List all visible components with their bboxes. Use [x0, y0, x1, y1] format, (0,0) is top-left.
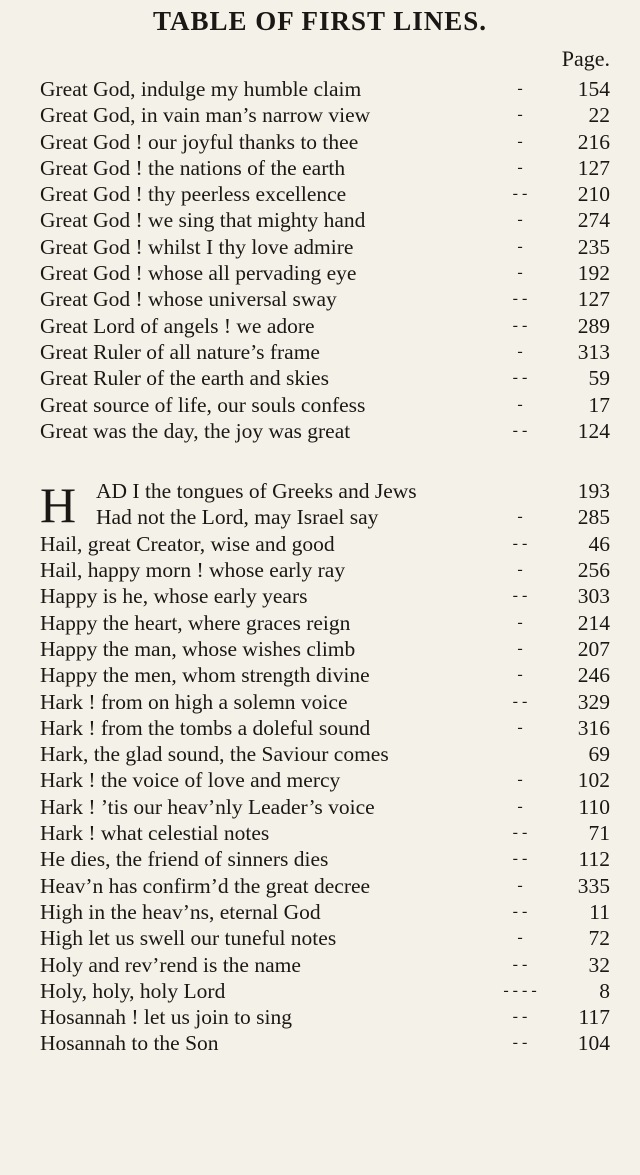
page-number: 316 [577, 715, 610, 740]
first-line-text: Hark ! ’tis our heav’nly Leader’s voice [40, 794, 375, 819]
index-entry [40, 662, 610, 688]
leader-dashes: - [517, 508, 523, 526]
first-line-text: Great God, indulge my humble claim [40, 77, 362, 101]
drop-cap: H [40, 477, 77, 534]
page-number: 17 [588, 392, 610, 417]
index-entry [40, 181, 610, 207]
first-line-text: Great Ruler of the earth and skies [40, 366, 329, 391]
index-entry [40, 1030, 610, 1056]
index-entry [40, 418, 610, 444]
first-line-text: Happy the man, whose wishes climb [40, 636, 356, 661]
leader-dashes: - - [512, 316, 528, 334]
index-entry [40, 794, 610, 820]
index-entry [40, 978, 610, 1004]
leader-dashes: - [517, 797, 523, 815]
page-number: 127 [577, 155, 610, 180]
first-line-text: Great God ! we sing that mighty hand [40, 208, 366, 233]
index-entry [40, 313, 610, 339]
first-line-text: Great God ! thy peerless excellence [40, 182, 347, 207]
page-number: 59 [588, 366, 610, 391]
index-entry [40, 636, 610, 662]
leader-dashes: - - [512, 692, 528, 710]
first-line-text: Heav’n has confirm’d the great decree [40, 873, 371, 898]
index-entry [40, 531, 610, 557]
leader-dashes: - [517, 106, 523, 124]
leader-dashes: - - [512, 534, 528, 552]
index-entry [40, 392, 610, 418]
leader-dashes: - - [512, 850, 528, 868]
page-column-header: Page. [561, 46, 610, 71]
index-entry [40, 365, 610, 391]
page-title: TABLE OF FIRST LINES. [152, 6, 488, 36]
first-line-text: High let us swell our tuneful notes [40, 926, 337, 951]
index-entry [40, 952, 610, 978]
leader-dashes: - [517, 237, 523, 255]
first-line-text: Great God ! whilst I thy love admire [40, 234, 354, 259]
page-number: 124 [577, 418, 610, 443]
first-line-text: Hark ! the voice of love and mercy [40, 768, 341, 793]
leader-dashes: - [517, 929, 523, 947]
index-entry [40, 207, 610, 233]
first-line-text: Hark, the glad sound, the Saviour comes [40, 742, 389, 767]
page-number: 71 [588, 821, 610, 846]
page-number: 104 [577, 1031, 610, 1056]
page-number: 285 [577, 505, 610, 530]
index-entry [40, 76, 610, 102]
page-number: 127 [577, 287, 610, 312]
index-entry [40, 873, 610, 899]
index-entry [40, 286, 610, 312]
page-number: 32 [588, 952, 610, 977]
page-number: 8 [599, 978, 610, 1003]
index-entry [40, 715, 610, 741]
first-line-text: Happy is he, whose early years [40, 584, 308, 609]
first-line-text: Hark ! what celestial notes [40, 821, 270, 846]
page-number: 22 [588, 103, 610, 128]
page-number: 329 [577, 689, 610, 714]
leader-dashes: - [517, 132, 523, 150]
page-number: 313 [577, 339, 610, 364]
first-line-text: High in the heav’ns, eternal God [40, 899, 321, 924]
page-number: 246 [577, 663, 610, 688]
page-number: 154 [577, 77, 610, 101]
index-entry [40, 899, 610, 925]
leader-dashes: - - - - [503, 981, 537, 999]
index-entry [40, 820, 610, 846]
leader-dashes: - [517, 666, 523, 684]
leader-dashes: - [517, 771, 523, 789]
section-g [40, 76, 610, 444]
first-line-text: Hail, great Creator, wise and good [40, 531, 335, 556]
leader-dashes: - - [512, 290, 528, 308]
page-number: 102 [577, 768, 610, 793]
index-entry [40, 557, 610, 583]
first-line-text: Great Lord of angels ! we adore [40, 313, 315, 338]
index-entry [40, 741, 610, 767]
page-number: 192 [577, 261, 610, 286]
first-line-text: Holy, holy, holy Lord [40, 978, 226, 1003]
page-number: 289 [577, 313, 610, 338]
leader-dashes: - [517, 80, 523, 97]
first-line-text: Hosannah ! let us join to sing [40, 1005, 293, 1030]
leader-dashes: - [517, 561, 523, 579]
first-line-text: Had not the Lord, may Israel say [96, 505, 379, 530]
page-number: 72 [588, 926, 610, 951]
first-line-text: Happy the men, whom strength divine [40, 663, 370, 688]
leader-dashes: - - [512, 1034, 528, 1052]
section-h [40, 478, 610, 1057]
leader-dashes: - - [512, 369, 528, 387]
leader-dashes: - - [512, 824, 528, 842]
page-number: 216 [577, 129, 610, 154]
index-entry [40, 767, 610, 793]
index-entry [40, 155, 610, 181]
first-line-text: Holy and rev’rend is the name [40, 952, 301, 977]
first-line-text: Hark ! from on high a solemn voice [40, 689, 348, 714]
index-entry [40, 583, 610, 609]
page-number: 117 [578, 1005, 610, 1030]
leader-dashes: - - [512, 587, 528, 605]
page-number: 256 [577, 558, 610, 583]
index-entry [40, 339, 610, 365]
index-entry [40, 846, 610, 872]
page-number: 112 [578, 847, 610, 872]
page-number: 207 [577, 636, 610, 661]
first-line-text: Great God ! whose all pervading eye [40, 261, 357, 286]
leader-dashes: - - [512, 421, 528, 439]
index-entry [40, 504, 610, 530]
leader-dashes: - [517, 342, 523, 360]
index-entry [40, 234, 610, 260]
first-line-text: Hark ! from the tombs a doleful sound [40, 715, 371, 740]
first-line-text: Great source of life, our souls confess [40, 392, 366, 417]
first-line-text: AD I the tongues of Greeks and Jews [96, 479, 417, 504]
first-line-text: Great Ruler of all nature’s frame [40, 339, 320, 364]
first-line-text: Hail, happy morn ! whose early ray [40, 558, 346, 583]
index-entry [40, 260, 610, 286]
section-divider [40, 444, 610, 478]
first-line-text: Great God ! whose universal sway [40, 287, 337, 312]
index-entry [40, 1004, 610, 1030]
leader-dashes: - [517, 395, 523, 413]
leader-dashes: - [517, 718, 523, 736]
leader-dashes: - [517, 158, 523, 176]
page-number: 110 [578, 794, 610, 819]
first-line-text: Great was the day, the joy was great [40, 418, 351, 443]
page-number: 214 [577, 610, 610, 635]
page-number: 69 [588, 742, 610, 767]
leader-dashes: - [517, 639, 523, 657]
page-number: 303 [577, 584, 610, 609]
leader-dashes: - - [512, 955, 528, 973]
first-line-text: Hosannah to the Son [40, 1031, 219, 1056]
first-line-text: Great God ! the nations of the earth [40, 155, 346, 180]
index-entry [40, 925, 610, 951]
leader-dashes: - - [512, 1008, 528, 1026]
leader-dashes: - [517, 264, 523, 282]
first-line-text: Great God, in vain man’s narrow view [40, 103, 371, 128]
first-line-text: He dies, the friend of sinners dies [40, 847, 329, 872]
page-number: 193 [577, 479, 610, 504]
index-entry [40, 689, 610, 715]
first-lines-index [40, 76, 610, 1057]
first-line-text: Happy the heart, where graces reign [40, 610, 351, 635]
leader-dashes: - - [512, 185, 528, 203]
page-number: 235 [577, 234, 610, 259]
index-entry [40, 610, 610, 636]
index-entry [40, 102, 610, 128]
leader-dashes: - [517, 613, 523, 631]
page-number: 11 [589, 899, 610, 924]
leader-dashes: - [517, 211, 523, 229]
page-number: 46 [588, 531, 610, 556]
index-entry [40, 129, 610, 155]
page-number: 274 [577, 208, 610, 233]
leader-dashes: - - [512, 902, 528, 920]
page-number: 335 [577, 873, 610, 898]
leader-dashes: - [517, 876, 523, 894]
page-number: 210 [577, 182, 610, 207]
first-line-text: Great God ! our joyful thanks to thee [40, 129, 359, 154]
